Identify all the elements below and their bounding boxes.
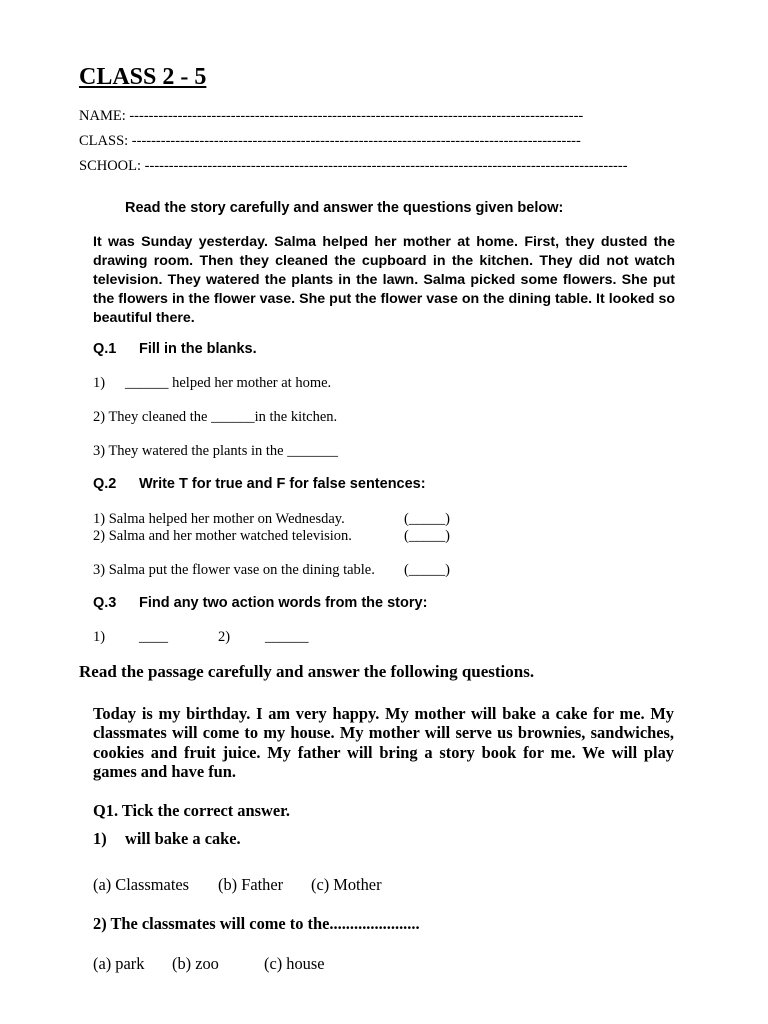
- q1-item-2: 2) They cleaned the ______in the kitchen.: [93, 409, 338, 425]
- school-field: SCHOOL: ----------------------------------------------------------------------------------------------------: [79, 158, 628, 174]
- story-instruction: Read the story carefully and answer the questions given below:: [125, 200, 564, 216]
- q3-answer-2-number: 2): [218, 629, 231, 645]
- tick-item-2-text: 2) The classmates will come to the......................: [93, 914, 420, 933]
- q1-heading: Fill in the blanks.: [139, 341, 257, 357]
- q1-item-1: ______ helped her mother at home.: [125, 375, 332, 391]
- q3-answer-1-number: 1): [93, 629, 106, 645]
- q2-heading: Write T for true and F for false sentences:: [139, 476, 426, 492]
- q2-item-1-answer-box: (_____): [404, 511, 450, 527]
- q2-item-3-answer-box: (_____): [404, 562, 450, 578]
- q3-answer-2-blank: ______: [265, 629, 309, 645]
- q2-number: Q.2: [93, 476, 117, 492]
- tick-item-2-option-a: (a) park: [93, 954, 145, 973]
- tick-item-1-option-c: (c) Mother: [311, 875, 382, 894]
- name-field: NAME: ----------------------------------------------------------------------------------------------: [79, 108, 584, 124]
- tick-item-2-option-c: (c) house: [264, 954, 325, 973]
- tick-item-2-option-b: (b) zoo: [172, 954, 219, 973]
- worksheet-title: CLASS 2 - 5: [79, 64, 207, 90]
- q1-item-3: 3) They watered the plants in the _______: [93, 443, 338, 459]
- q3-number: Q.3: [93, 595, 117, 611]
- tick-item-1-option-b: (b) Father: [218, 875, 284, 894]
- q1-item-1-number: 1): [93, 375, 106, 391]
- passage-paragraph: Today is my birthday. I am very happy. My mother will bake a cake for me. My classmates will come to my house. My mother will serve us brownies, sandwiches, cookies and fruit juice. My father will bring a story book for me. We will play games and have fun.: [93, 704, 674, 781]
- q1-number: Q.1: [93, 341, 117, 357]
- q2-item-3: 3) Salma put the flower vase on the dining table.: [93, 562, 375, 578]
- passage-instruction: Read the passage carefully and answer the following questions.: [79, 662, 535, 681]
- story-paragraph: It was Sunday yesterday. Salma helped her mother at home. First, they dusted the drawing room. Then they cleaned the cupboard in the kitchen. They did not watch television. They watered the plants in the lawn. Salma picked some flowers. She put the flowers in the flower vase. She put the flower vase on the dining table. It looked so beautiful there.: [93, 234, 675, 326]
- q3-answer-1-blank: ____: [139, 629, 168, 645]
- tick-item-1-option-a: (a) Classmates: [93, 875, 190, 894]
- q3-heading: Find any two action words from the story:: [139, 595, 428, 611]
- tick-answer-heading: Q1. Tick the correct answer.: [93, 801, 290, 820]
- q2-item-2-answer-box: (_____): [404, 528, 450, 544]
- tick-item-1-text: will bake a cake.: [125, 829, 241, 848]
- class-field: CLASS: ---------------------------------------------------------------------------------------------: [79, 133, 581, 149]
- q2-item-2: 2) Salma and her mother watched television.: [93, 528, 352, 544]
- tick-item-1-number: 1): [93, 829, 107, 848]
- q2-item-1: 1) Salma helped her mother on Wednesday.: [93, 511, 345, 527]
